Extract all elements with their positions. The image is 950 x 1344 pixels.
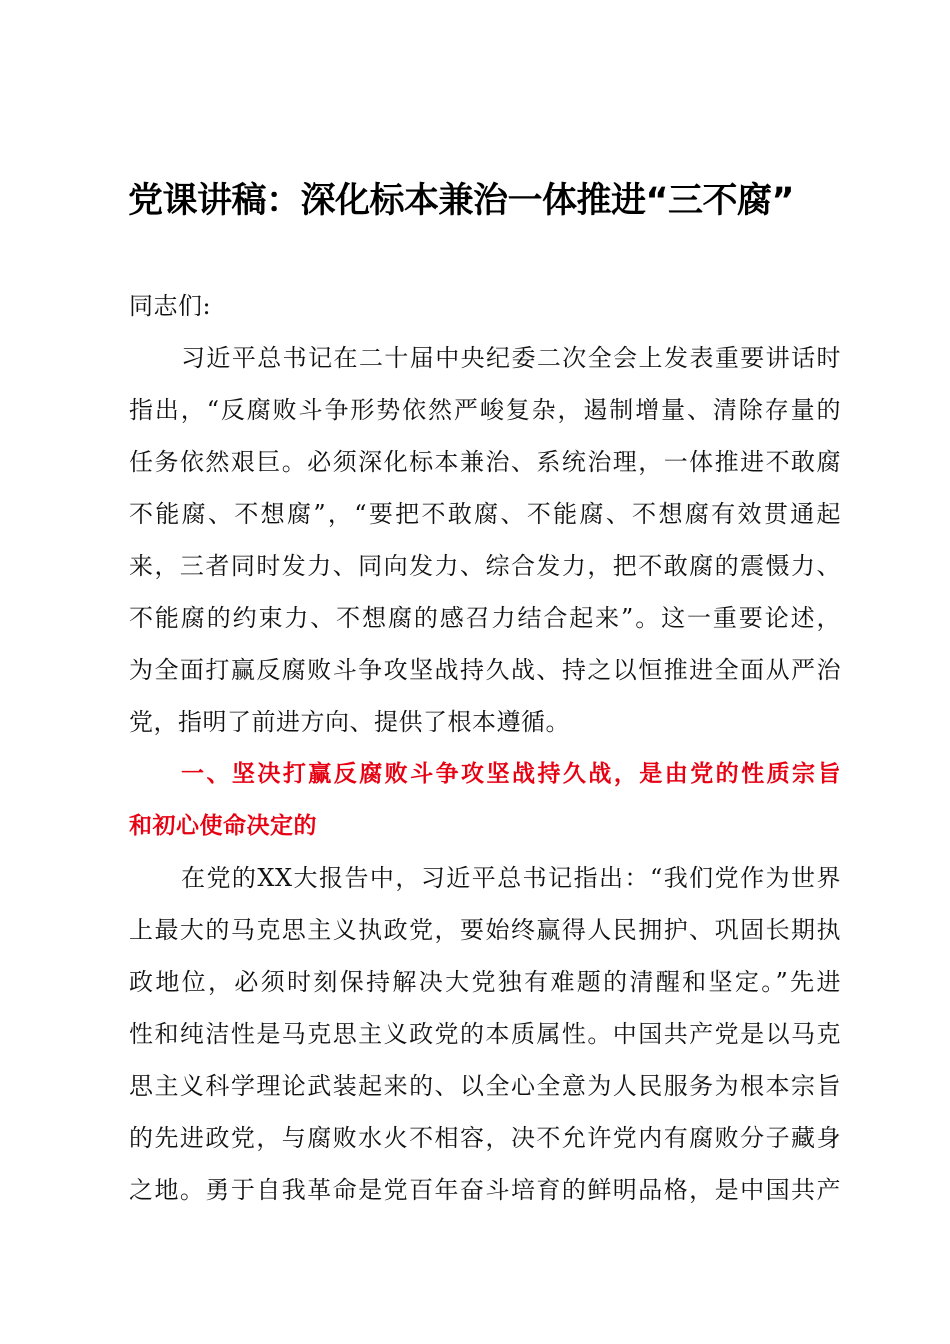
text-line: 的先进政党，与腐败水火不相容，决不允许党内有腐败分子藏身 [129, 1124, 841, 1152]
text-line: 在党的XX大报告中，习近平总书记指出：“我们党作为世界 [181, 864, 841, 892]
heading-line: 和初心使命决定的 [129, 813, 317, 839]
text-line: 性和纯洁性是马克思主义政党的本质属性。中国共产党是以马克 [129, 1020, 841, 1048]
salutation: 同志们: [129, 292, 212, 320]
text-line: 来，三者同时发力、同向发力、综合发力，把不敢腐的震慑力、 [129, 552, 841, 580]
text-line: 不能腐的约束力、不想腐的感召力结合起来”。这一重要论述， [129, 604, 841, 632]
text-line: 习近平总书记在二十届中央纪委二次全会上发表重要讲话时 [181, 344, 841, 372]
section-heading-1 [129, 748, 841, 852]
heading-line: 一、坚决打赢反腐败斗争攻坚战持久战，是由党的性质宗旨 [181, 761, 841, 787]
text-line: 思主义科学理论武装起来的、以全心全意为人民服务为根本宗旨 [129, 1072, 841, 1100]
text-line: 党，指明了前进方向、提供了根本遵循。 [129, 708, 570, 736]
document-body [129, 280, 841, 1216]
document-title: 党课讲稿：深化标本兼治一体推进“三不腐” [128, 181, 795, 221]
paragraph-section-1 [129, 852, 841, 1216]
text-line: 政地位，必须时刻保持解决大党独有难题的清醒和坚定。”先进 [129, 968, 841, 996]
text-line: 任务依然艰巨。必须深化标本兼治、系统治理，一体推进不敢腐 [129, 448, 841, 476]
text-line: 之地。勇于自我革命是党百年奋斗培育的鲜明品格，是中国共产 [129, 1176, 841, 1204]
text-line: 上最大的马克思主义执政党，要始终赢得人民拥护、巩固长期执 [129, 916, 841, 944]
text-line: 指出，“反腐败斗争形势依然严峻复杂，遏制增量、清除存量的 [129, 396, 841, 424]
text-line: 为全面打赢反腐败斗争攻坚战持久战、持之以恒推进全面从严治 [129, 656, 841, 684]
text-line: 不能腐、不想腐”，“要把不敢腐、不能腐、不想腐有效贯通起 [129, 500, 841, 528]
paragraph-intro [129, 332, 841, 748]
